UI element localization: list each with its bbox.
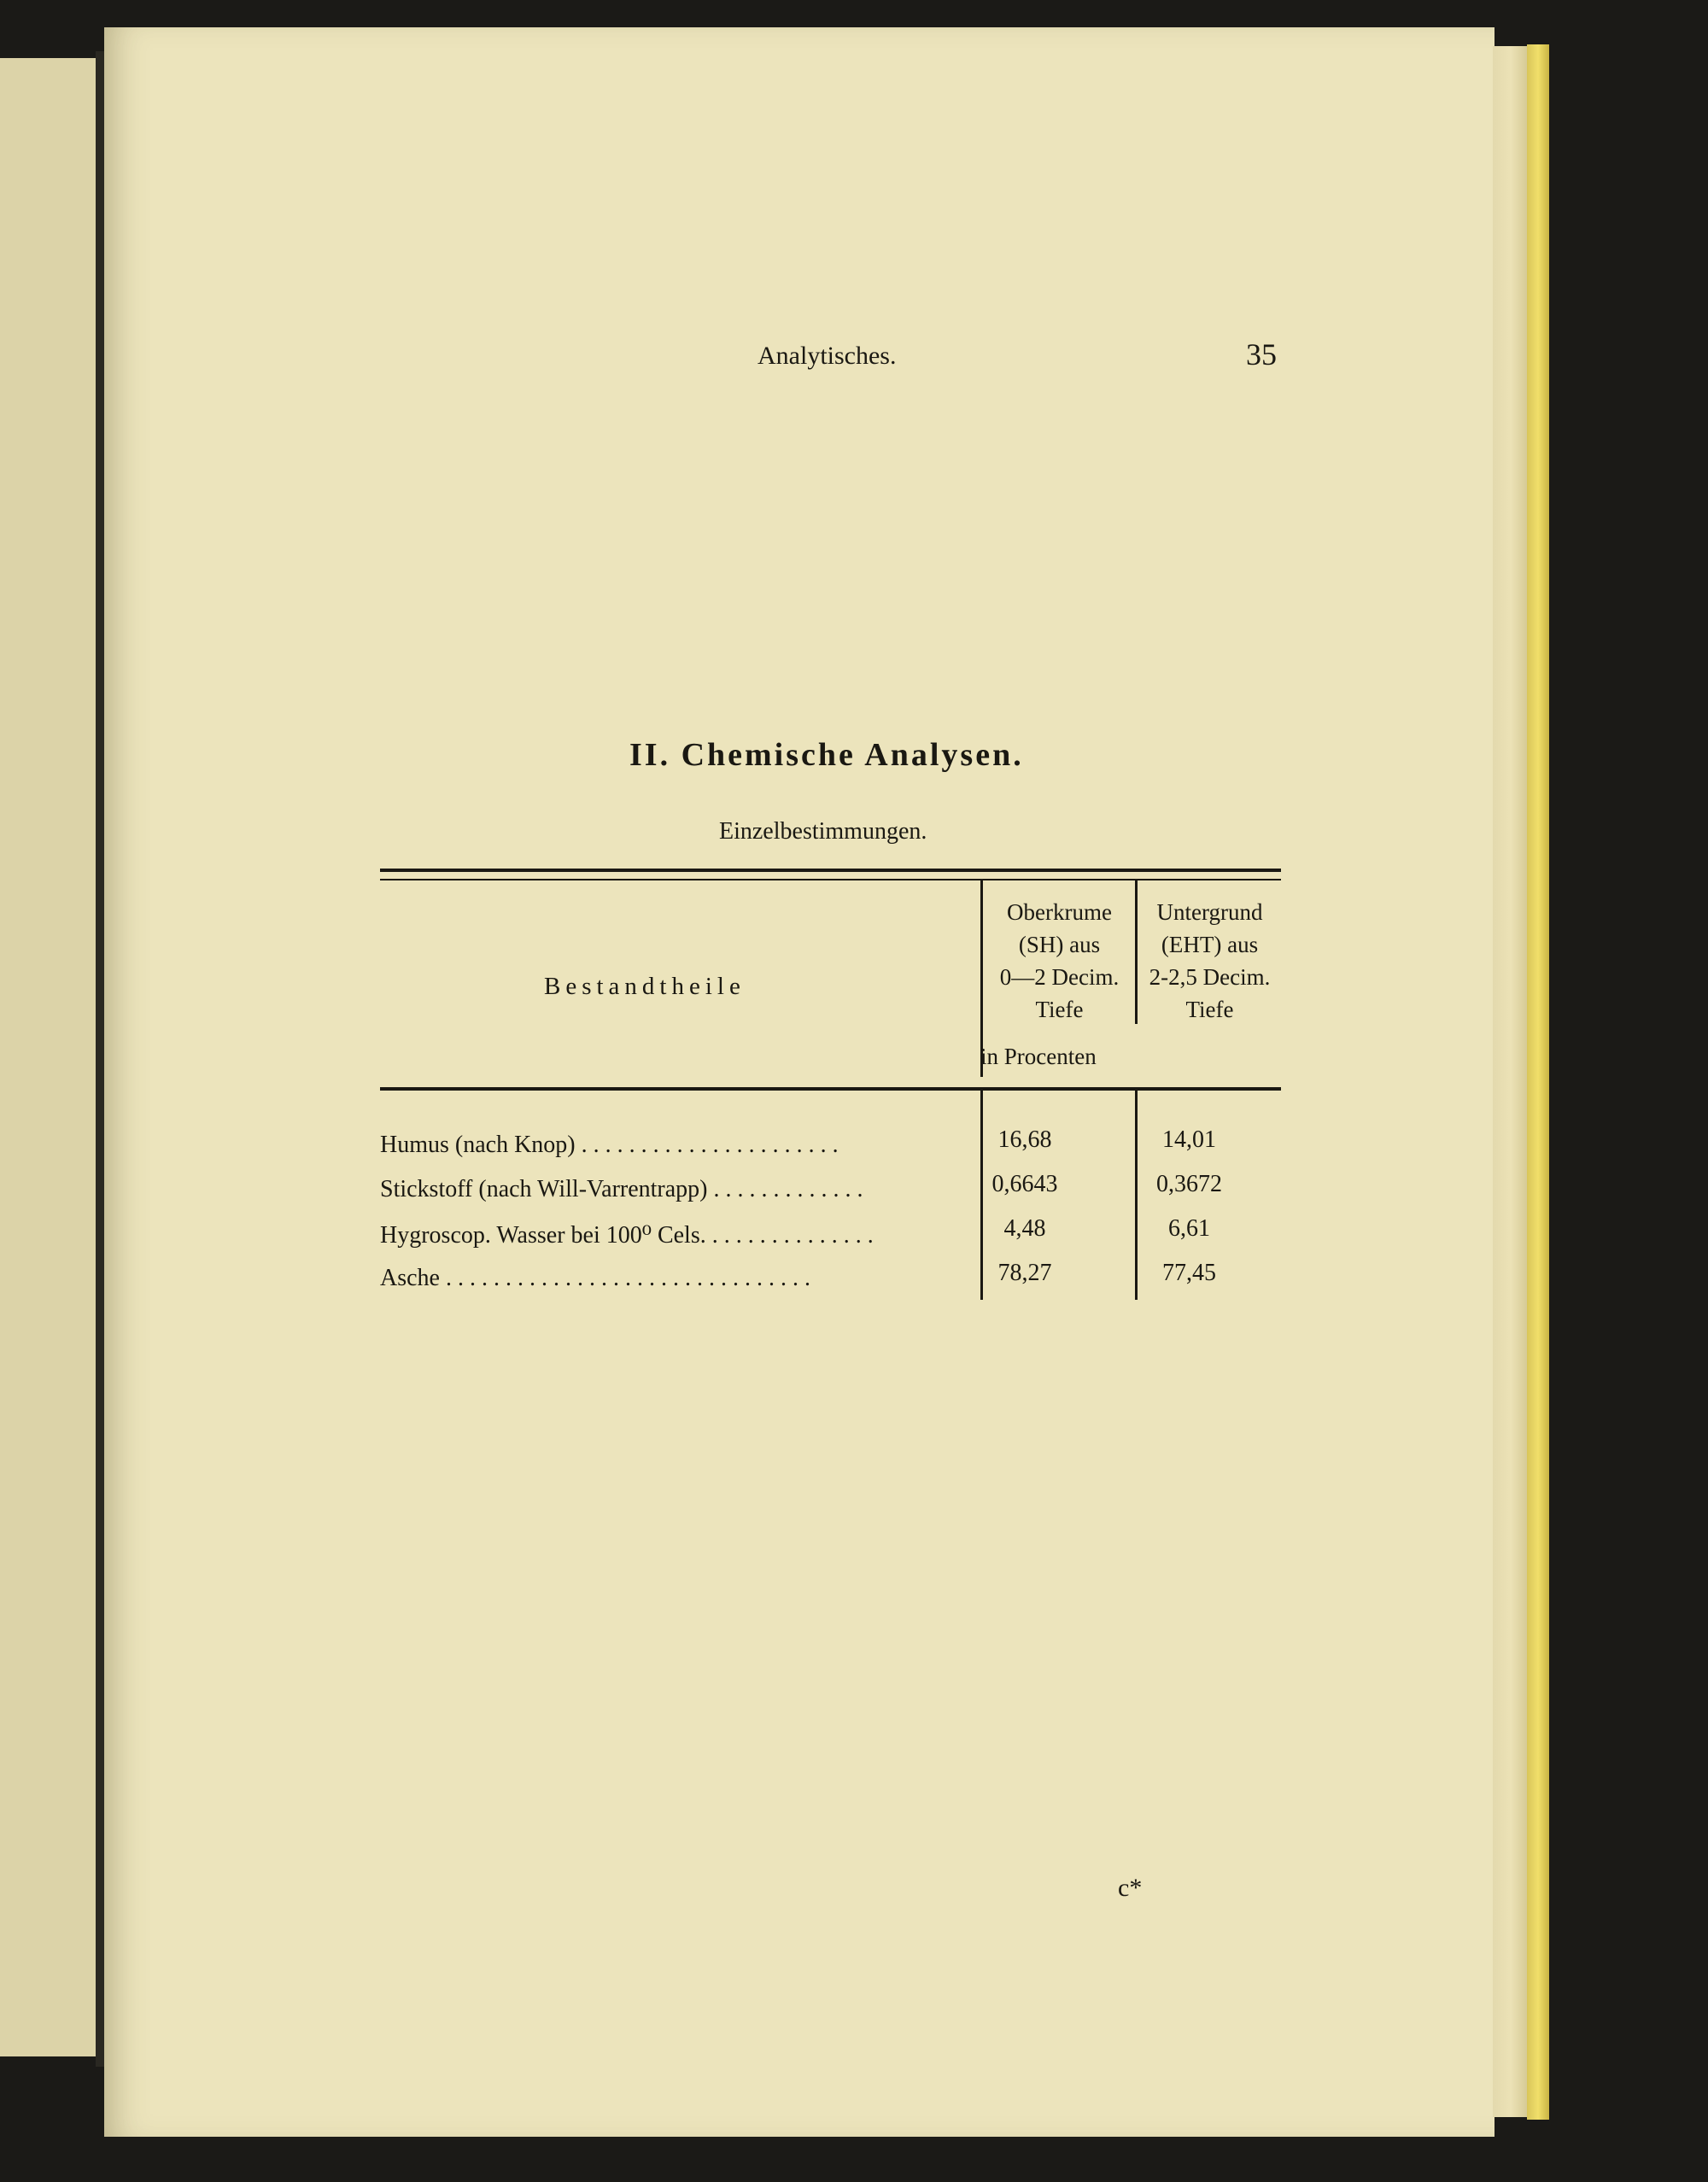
column-header-line: Tiefe xyxy=(1185,997,1234,1022)
value-oberkrume: 0,6643 xyxy=(991,1171,1058,1197)
row-header-bestandtheile: Bestandtheile xyxy=(544,973,746,1000)
page-number: 35 xyxy=(1246,337,1277,371)
table-header-rule xyxy=(380,1087,1281,1091)
book-gutter xyxy=(96,51,104,2067)
value-untergrund: 77,45 xyxy=(1162,1260,1216,1286)
left-page-edge xyxy=(0,58,96,2056)
row-label: Humus (nach Knop) . . . . . . . . . . . . . . . . . . . . . . xyxy=(380,1132,839,1158)
table-row xyxy=(380,1171,1281,1219)
table-row xyxy=(380,1126,1281,1174)
value-oberkrume: 78,27 xyxy=(997,1260,1052,1286)
value-untergrund: 6,61 xyxy=(1168,1215,1210,1242)
column-header-line: 2-2,5 Decim. xyxy=(1149,964,1271,990)
signature-mark: c* xyxy=(1118,1874,1143,1902)
column-header-line: (SH) aus xyxy=(1018,932,1101,957)
value-untergrund: 0,3672 xyxy=(1156,1171,1222,1197)
column-header-oberkrume xyxy=(985,896,1134,1026)
column-header-line: 0—2 Decim. xyxy=(999,964,1120,990)
column-header-line: (EHT) aus xyxy=(1161,932,1259,957)
analysis-table xyxy=(380,869,1281,1313)
table-top-rule-thin xyxy=(380,879,1281,880)
value-untergrund: 14,01 xyxy=(1162,1126,1216,1153)
gilt-page-edge xyxy=(1527,44,1549,2120)
row-label: Asche . . . . . . . . . . . . . . . . . . . . . . . . . . . . . . . xyxy=(380,1265,810,1291)
column-header-line: Untergrund xyxy=(1156,899,1263,925)
section-title: II. Chemische Analysen. xyxy=(629,737,1024,773)
table-row xyxy=(380,1260,1281,1307)
page xyxy=(104,27,1494,2137)
value-oberkrume: 16,68 xyxy=(997,1126,1052,1153)
unit-label: in Procenten xyxy=(980,1044,1097,1069)
column-header-line: Oberkrume xyxy=(1007,899,1112,925)
section-subtitle: Einzelbestimmungen. xyxy=(719,818,927,845)
table-top-rule xyxy=(380,869,1281,872)
page-stack-edge xyxy=(1493,46,1529,2117)
column-header-line: Tiefe xyxy=(1035,997,1084,1022)
value-oberkrume: 4,48 xyxy=(1003,1215,1046,1242)
running-head: Analytisches. xyxy=(757,342,897,370)
row-label: Stickstoff (nach Will-Varrentrapp) . . . . . . . . . . . . . xyxy=(380,1176,863,1202)
column-header-untergrund xyxy=(1135,896,1284,1026)
table-row xyxy=(380,1215,1281,1263)
row-label: Hygroscop. Wasser bei 100⁰ Cels. . . . . . . . . . . . . . . xyxy=(380,1222,874,1249)
